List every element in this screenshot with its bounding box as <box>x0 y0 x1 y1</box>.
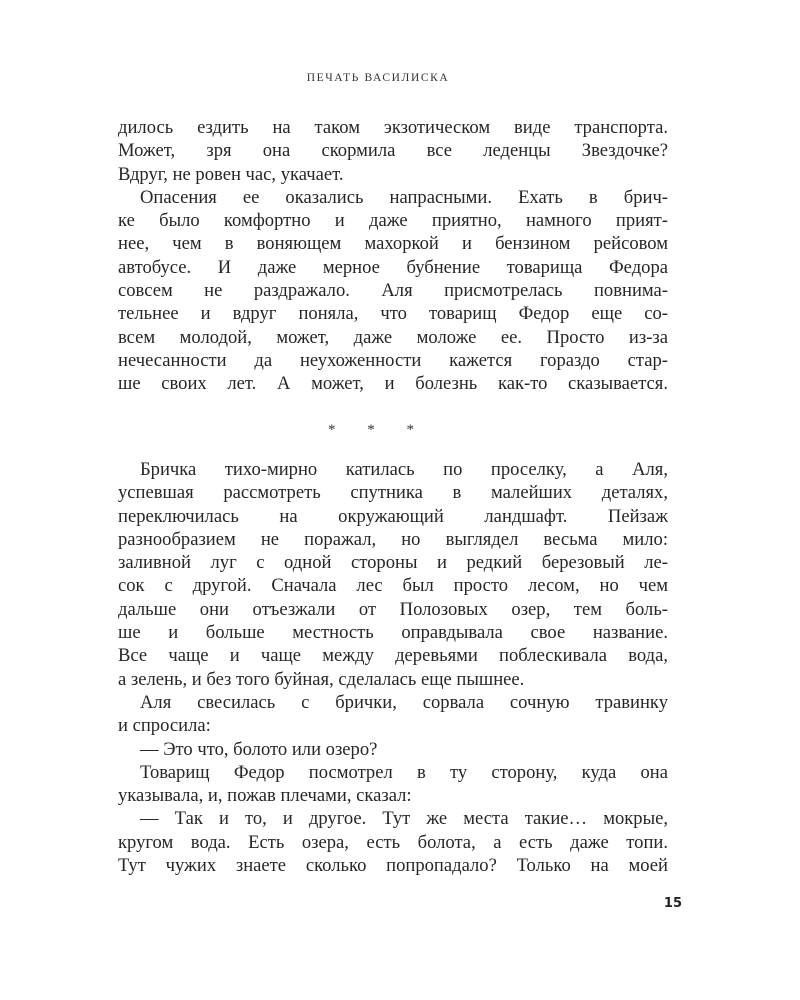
text-line: всем молодой, может, даже моложе ее. Просто из-за <box>118 326 668 348</box>
text-line: кругом вода. Есть озера, есть болота, а есть даже топи. <box>118 831 668 853</box>
page-number: 15 <box>663 896 682 911</box>
text-line: дилось ездить на таком экзотическом виде транспорта. <box>118 117 668 138</box>
text-line: автобусе. И даже мерное бубнение товарища Федора <box>118 256 668 278</box>
text-line: Опасения ее оказались напрасными. Ехать в брич- <box>140 186 668 208</box>
text-line: успевшая рассмотреть спутника в малейших деталях, <box>118 482 668 504</box>
text-line: разнообразием не поражал, но выглядел весьма мило: <box>118 528 668 550</box>
text-line: Вдруг, не ровен час, укачает. <box>118 163 344 185</box>
text-line: ше своих лет. А может, и болезнь как-то сказывается. <box>118 373 668 395</box>
text-line: а зелень, и без того буйная, сделалась еще пышнее. <box>118 668 525 690</box>
text-line: — Это что, болото или озеро? <box>140 738 378 760</box>
section-separator: * * * <box>328 422 428 438</box>
text-line: дальше они отъезжали от Полозовых озер, тем боль- <box>118 598 668 620</box>
text-line: Бричка тихо-мирно катилась по проселку, а Аля, <box>140 459 668 480</box>
text-line: Может, зря она скормила все леденцы Звездочке? <box>118 140 668 162</box>
text-line: ше и больше местность оправдывала свое название. <box>118 622 668 644</box>
text-line: заливной луг с одной стороны и редкий березовый ле- <box>118 552 668 574</box>
text-line: Аля свесилась с брички, сорвала сочную травинку <box>140 691 668 713</box>
text-line: указывала, и, пожав плечами, сказал: <box>118 785 412 807</box>
text-line: Тут чужих знаете сколько попропадало? Только на моей <box>118 855 668 877</box>
text-line: Все чаще и чаще между деревьями поблескивала вода, <box>118 645 668 667</box>
text-line: нее, чем в воняющем махоркой и бензином рейсовом <box>118 233 668 255</box>
text-line: совсем не раздражало. Аля присмотрелась повнима- <box>118 280 668 302</box>
text-section-2 <box>118 458 668 877</box>
text-line: Товарищ Федор посмотрел в ту сторону, куда она <box>140 761 668 783</box>
text-line: тельнее и вдруг поняла, что товарищ Федор еще со- <box>118 303 668 325</box>
text-line: и спросила: <box>118 715 211 737</box>
text-line: нечесанности да неухоженности кажется гораздо стар- <box>118 349 668 371</box>
text-line: — Так и то, и другое. Тут же места такие… мокрые, <box>140 808 668 830</box>
text-line: сок с другой. Сначала лес был просто лесом, но чем <box>118 575 668 597</box>
text-line: переключилась на окружающий ландшафт. Пейзаж <box>118 505 668 527</box>
text-line: ке было комфортно и даже приятно, намного прият- <box>118 210 668 232</box>
running-head: ПЕЧАТЬ ВАСИЛИСКА <box>306 72 450 84</box>
text-section-1 <box>118 116 668 396</box>
